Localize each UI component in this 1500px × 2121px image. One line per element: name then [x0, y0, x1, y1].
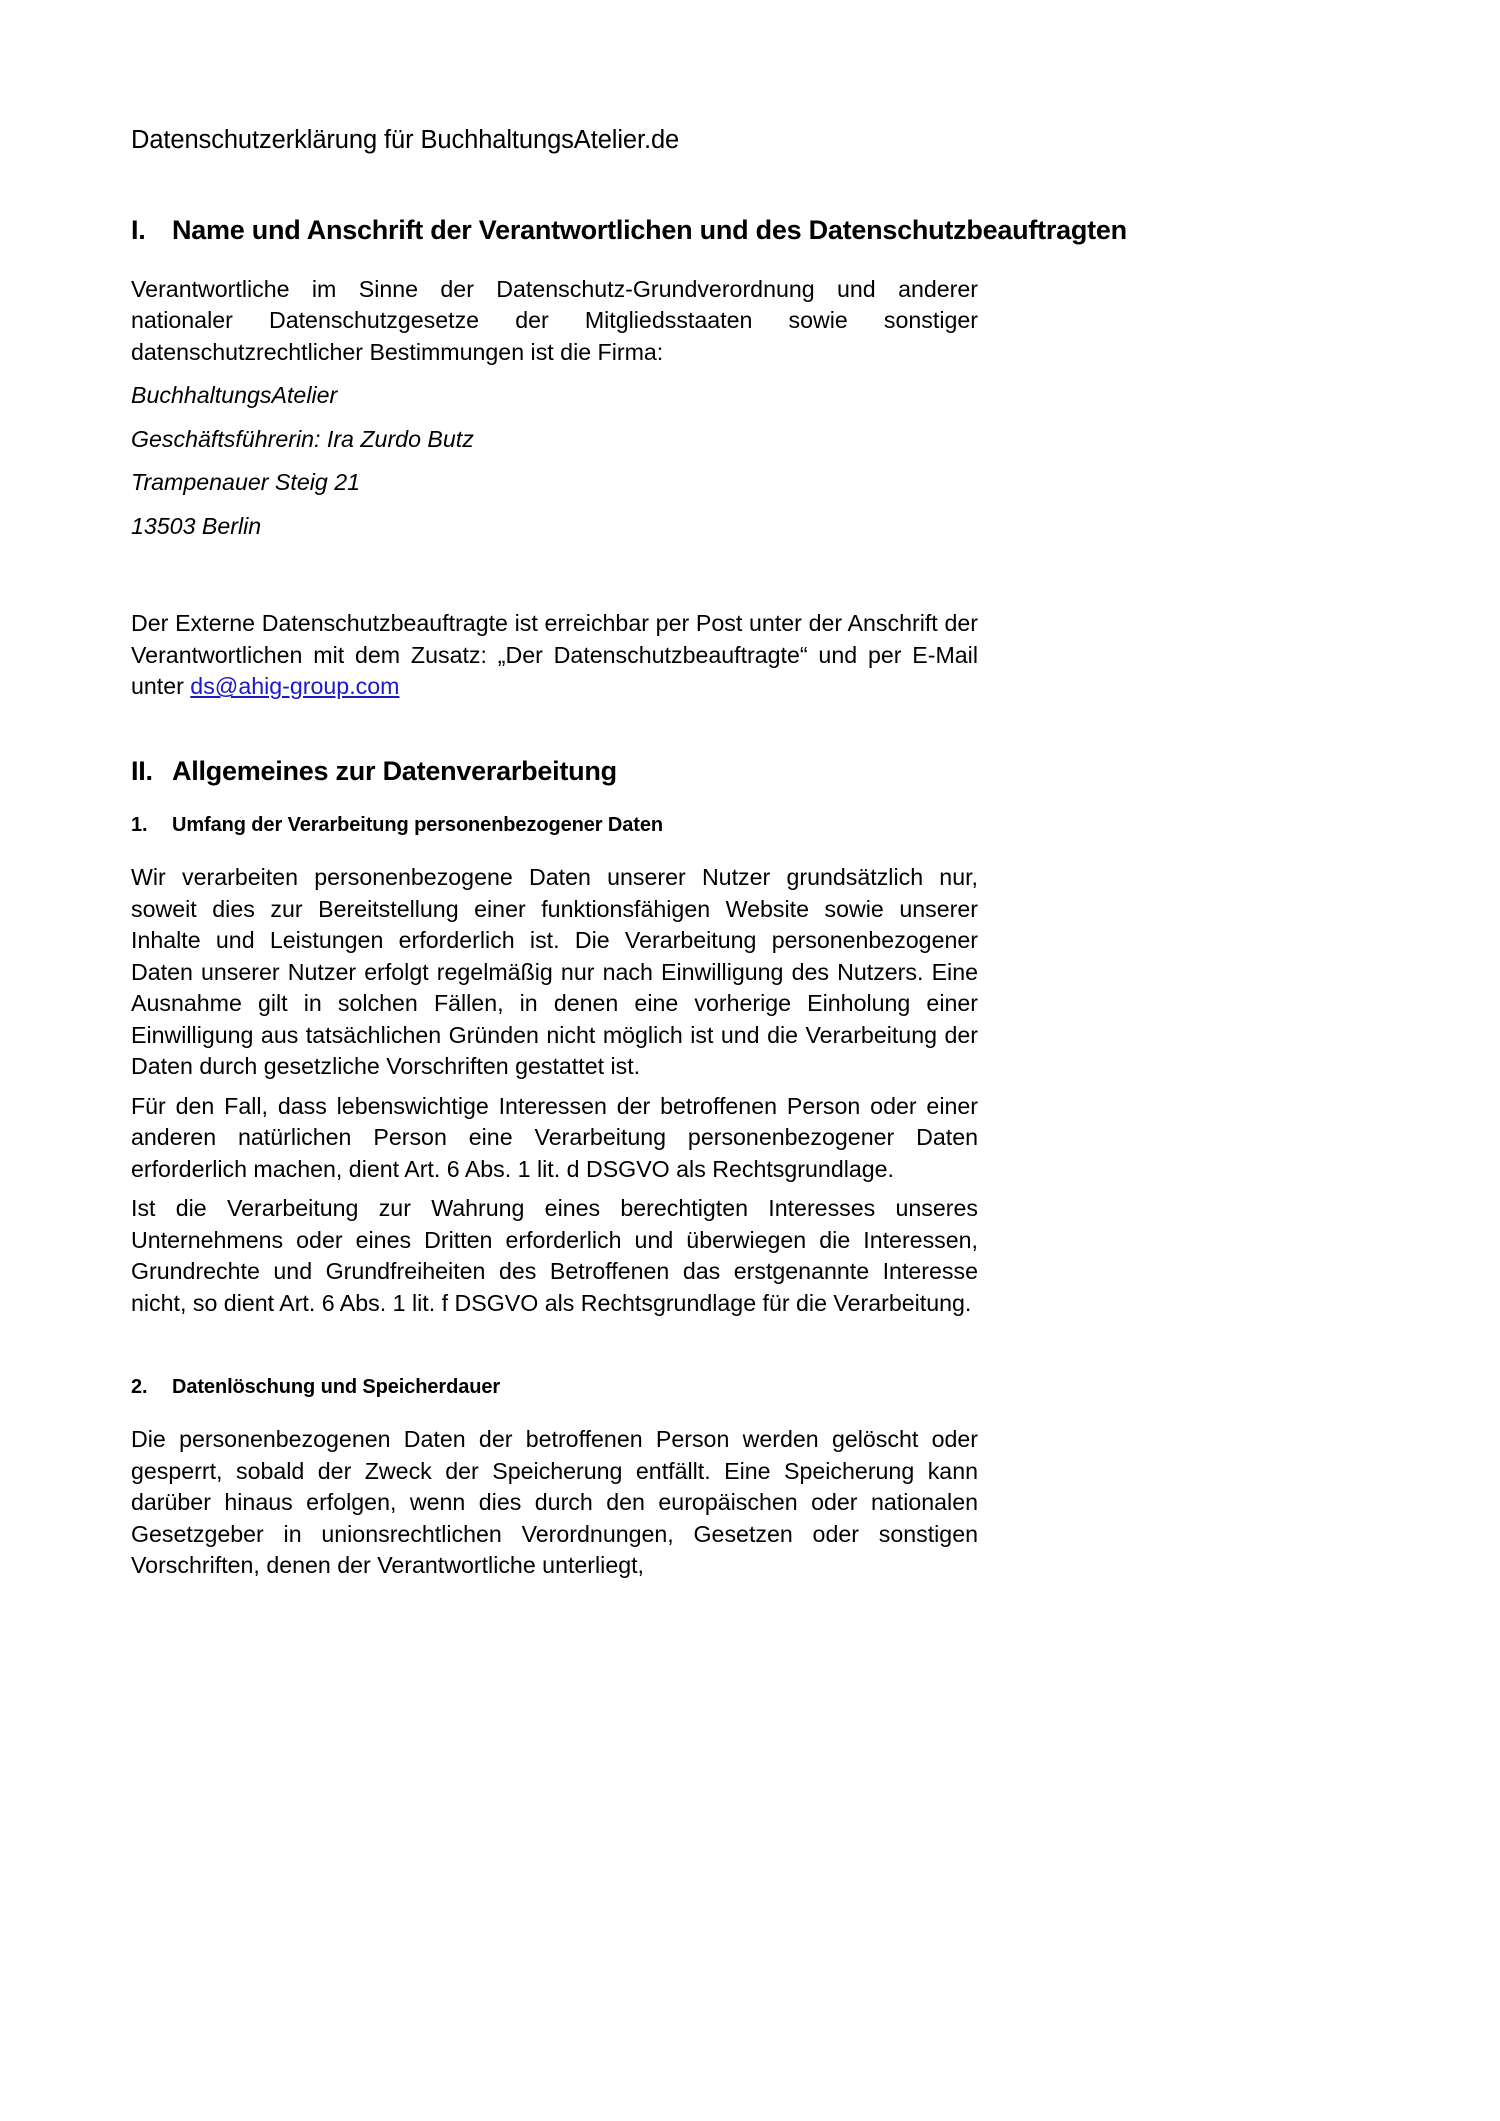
heading-section-1-text: Name und Anschrift der Verantwortlichen und des Datenschutzbeauftragten: [172, 214, 1127, 245]
address-line-company: BuchhaltungsAtelier: [131, 382, 338, 409]
heading-subsection-2-1-text: Umfang der Verarbeitung personenbezogener Daten: [172, 814, 663, 837]
heading-subsection-2-1: [131, 815, 978, 836]
heading-section-1: [131, 214, 1127, 245]
spacer: [131, 1398, 978, 1424]
spacer: [131, 499, 978, 511]
address-line-street: Trampenauer Steig 21: [131, 469, 360, 496]
heading-section-1-numeral: I.: [131, 214, 146, 245]
heading-subsection-2-2: [131, 1377, 978, 1398]
paragraph-data-deletion: Die personenbezogenen Daten der betroffenen Person werden gelöscht oder gesperrt, sobald der Zweck der Speicherung entfällt. Eine Speicherung kann darüber hinaus erfolgen, wenn dies durch den europäischen oder nationalen Gesetzgeber in unionsrechtlichen Verordnungen, Gesetzen oder sonstigen Vorschriften, denen der Verantwortliche unterliegt,: [131, 1426, 978, 1579]
spacer: [131, 785, 978, 815]
spacer: [131, 836, 978, 862]
spacer: [131, 703, 978, 757]
heading-subsection-2-2-number: 2.: [131, 1376, 148, 1399]
spacer: [131, 1319, 978, 1377]
dpo-email-link[interactable]: ds@ahig-group.com: [190, 673, 400, 700]
address-line-city: 13503 Berlin: [131, 512, 262, 539]
spacer: [131, 368, 978, 380]
heading-subsection-2-2-text: Datenlöschung und Speicherdauer: [172, 1376, 501, 1399]
document-content: [131, 126, 1127, 1582]
spacer: [131, 412, 978, 424]
spacer: [131, 244, 978, 274]
paragraph-responsible-party-intro: Verantwortliche im Sinne der Datenschutz-Grundverordnung und anderer nationaler Datenschutzgesetze der Mitgliedsstaaten sowie sonstiger datenschutzrechtlicher Bestimmungen ist die Firma:: [131, 275, 978, 365]
heading-subsection-2-1-number: 1.: [131, 814, 148, 837]
address-line-managing-director: Geschäftsführerin: Ira Zurdo Butz: [131, 425, 474, 452]
paragraph-vital-interests: Für den Fall, dass lebenswichtige Interessen der betroffenen Person oder einer anderen natürlichen Person eine Verarbeitung personenbezogener Daten erforderlich machen, dient Art. 6 Abs. 1 lit. d DSGVO als Rechtsgrundlage.: [131, 1092, 978, 1182]
spacer: [131, 154, 978, 216]
spacer: [131, 542, 978, 608]
heading-section-2-text: Allgemeines zur Datenverarbeitung: [172, 755, 617, 786]
paragraph-scope-of-processing: Wir verarbeiten personenbezogene Daten unserer Nutzer grundsätzlich nur, soweit dies zur Bereitstellung einer funktionsfähigen Website sowie unserer Inhalte und Leistungen erforderlich ist. Die Verarbeitung personenbezogener Daten unserer Nutzer erfolgt regelmäßig nur nach Einwilligung des Nutzers. Eine Ausnahme gilt in solchen Fällen, in denen eine vorherige Einholung einer Einwilligung aus tatsächlichen Gründen nicht möglich ist und die Verarbeitung der Daten durch gesetzliche Vorschriften gestattet ist.: [131, 864, 978, 1080]
spacer: [131, 455, 978, 467]
document-title: Datenschutzerklärung für BuchhaltungsAtelier.de: [131, 126, 680, 154]
heading-section-2-numeral: II.: [131, 755, 153, 786]
spacer: [131, 1083, 978, 1091]
paragraph-data-protection-officer: [131, 608, 978, 703]
paragraph-legitimate-interest: Ist die Verarbeitung zur Wahrung eines berechtigten Interesses unseres Unternehmens oder eines Dritten erforderlich und überwiegen die Interessen, Grundrechte und Grundfreiheiten des Betroffenen das erstgenannte Interesse nicht, so dient Art. 6 Abs. 1 lit. f DSGVO als Rechtsgrundlage für die Verarbeitung.: [131, 1195, 978, 1316]
dpo-paragraph-text: Der Externe Datenschutzbeauftragte ist erreichbar per Post unter der Anschrift der Verantwortlichen mit dem Zusatz: „Der Datenschutzbeauftragte“ und per E-Mail unter: [131, 610, 978, 700]
heading-section-2: [131, 757, 978, 785]
spacer: [131, 1185, 978, 1193]
